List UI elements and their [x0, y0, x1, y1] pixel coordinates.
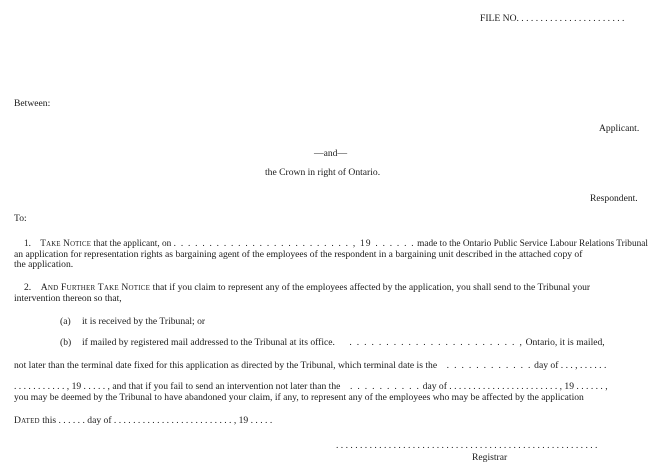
closing-line-2	[14, 381, 608, 392]
signature-line: . . . . . . . . . . . . . . . . . . . . . . . . . . . . . . . . . . . . . . . . . . . . . . . . . . . . . . .	[336, 440, 598, 451]
item-b-end: Ontario, it is mailed,	[525, 337, 605, 348]
item-b-text: if mailed by registered mail addressed to the Tribunal at its office.	[82, 337, 335, 348]
closing-line-3: you may be deemed by the Tribunal to have abandoned your claim, if any, to represent any of the employees who may be affected by the application	[14, 392, 584, 403]
to-label: To:	[14, 213, 27, 224]
paragraph-1-line-1	[24, 238, 648, 249]
closing-line-1-day: day of . . . , . . . . . .	[534, 360, 607, 371]
and-separator: —and—	[314, 148, 348, 159]
paragraph-2-line-1	[24, 282, 590, 293]
paragraph-1-number: 1.	[24, 238, 31, 249]
item-b-place-blank: . . . . . . . . . . . . . . . . . . . . . . . ,	[349, 337, 524, 348]
intervention-date-blank: . . . . . . . . . .	[349, 381, 421, 392]
paragraph-2-line-2: intervention thereon so that,	[14, 293, 122, 304]
registrar-label: Registrar	[472, 452, 508, 463]
dated-line	[14, 415, 272, 426]
item-a-label: (a)	[60, 316, 71, 327]
further-notice-heading: And Further Take Notice	[40, 282, 151, 293]
closing-line-1-text: not later than the terminal date fixed for this application as directed by the Tribunal, which terminal date is the	[14, 360, 438, 371]
file-number: FILE NO. . . . . . . . . . . . . . . . . . . . . . .	[480, 13, 625, 24]
paragraph-2-text: that if you claim to represent any of the employees affected by the application, you shall send to the Tribunal your	[152, 282, 591, 293]
between-label: Between:	[14, 98, 51, 109]
dated-text: this . . . . . . day of . . . . . . . . . . . . . . . . . . . . . . . . . , 19 . . . . .	[42, 415, 273, 426]
dated-label: Dated	[14, 415, 40, 426]
applicant-label: Applicant.	[599, 123, 640, 134]
paragraph-1-line-3: the application.	[14, 259, 74, 270]
take-notice-heading: Take Notice	[40, 238, 92, 249]
crown-party: the Crown in right of Ontario.	[265, 167, 381, 178]
item-a-text: it is received by the Tribunal; or	[82, 316, 206, 327]
paragraph-1-text-b: made to the Ontario Public Service Labour Relations Tribunal	[417, 238, 648, 249]
closing-line-1	[14, 360, 606, 371]
closing-line-2-day: day of . . . . . . . . . . . . . . . . . . . . . . . , 19 . . . . . . ,	[422, 381, 608, 392]
closing-line-2-text: . . . . . . . . . . . , 19 . . . . . , and that if you fail to send an intervention not later than the	[14, 381, 341, 392]
respondent-label: Respondent.	[590, 193, 638, 204]
paragraph-2-number: 2.	[24, 282, 32, 293]
terminal-date-blank: . . . . . . . . . . . .	[446, 360, 532, 371]
item-b-line	[82, 337, 605, 348]
paragraph-1-line-2: an application for representation rights as bargaining agent of the employees of the respondent in a bargaining unit described in the attached copy of	[14, 249, 583, 260]
item-b-label: (b)	[60, 337, 72, 348]
paragraph-1-date-blank: . . . . . . . . . . . . . . . . . . . . . . . . . , 19 . . . . . .	[173, 238, 415, 249]
paragraph-1-text-a: that the applicant, on	[93, 238, 172, 249]
